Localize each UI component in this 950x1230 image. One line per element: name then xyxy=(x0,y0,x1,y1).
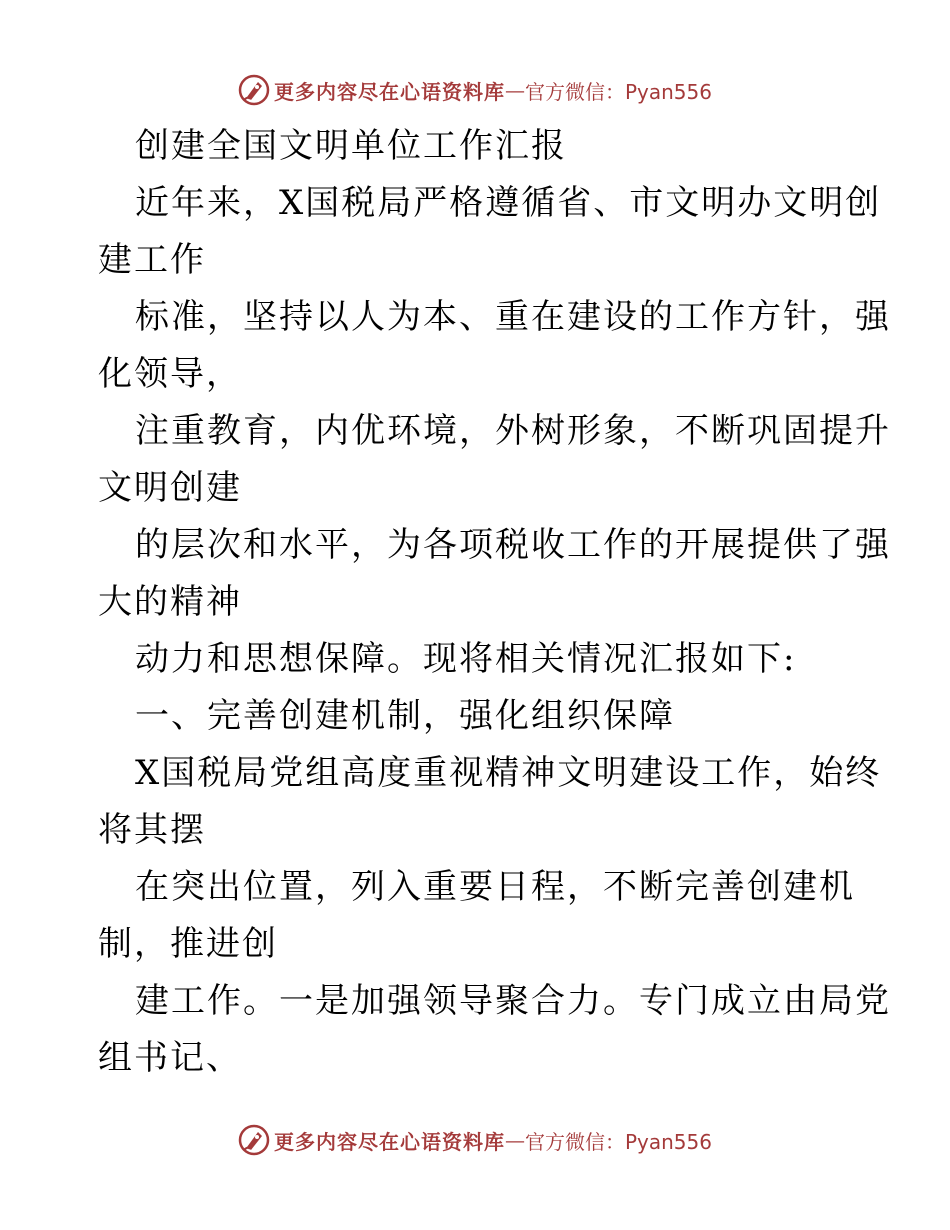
banner-dash: — xyxy=(504,1128,525,1152)
document-line: 文明创建 xyxy=(98,468,242,508)
banner-site-text: 更多内容尽在心语资料库 xyxy=(273,1129,505,1154)
document-line: 将其摆 xyxy=(98,810,206,850)
banner-wechat-text: 官方微信：Pyan556 xyxy=(524,1129,712,1154)
pen-nib-logo-icon xyxy=(238,1124,270,1156)
banner-dash: — xyxy=(504,78,525,102)
document-line: 近年来，X国税局严格遵循省、市文明办文明创 xyxy=(135,183,882,223)
document-line: 创建全国文明单位工作汇报 xyxy=(135,126,567,166)
document-line: 动力和思想保障。现将相关情况汇报如下: xyxy=(135,639,797,679)
document-line: 注重教育，内优环境，外树形象，不断巩固提升 xyxy=(135,411,891,451)
pen-nib-logo-icon xyxy=(238,74,270,106)
header-banner xyxy=(0,70,950,110)
banner-wechat-text: 官方微信：Pyan556 xyxy=(524,79,712,104)
document-line: 的层次和水平，为各项税收工作的开展提供了强 xyxy=(135,525,891,565)
document-line: 制，推进创 xyxy=(98,924,278,964)
document-line: 标准，坚持以人为本、重在建设的工作方针，强 xyxy=(135,297,891,337)
document-body xyxy=(0,118,950,1087)
document-line: X国税局党组高度重视精神文明建设工作，始终 xyxy=(135,753,882,793)
document-line: 建工作 xyxy=(98,240,206,280)
document-line: 大的精神 xyxy=(98,582,242,622)
document-line: 一、完善创建机制，强化组织保障 xyxy=(135,696,675,736)
footer-banner xyxy=(0,1120,950,1160)
document-line: 在突出位置，列入重要日程，不断完善创建机 xyxy=(135,867,855,907)
document-line: 化领导， xyxy=(98,354,242,394)
document-line: 建工作。一是加强领导聚合力。专门成立由局党 xyxy=(135,981,891,1021)
document-line: 组书记、 xyxy=(98,1038,242,1078)
banner-site-text: 更多内容尽在心语资料库 xyxy=(273,79,505,104)
